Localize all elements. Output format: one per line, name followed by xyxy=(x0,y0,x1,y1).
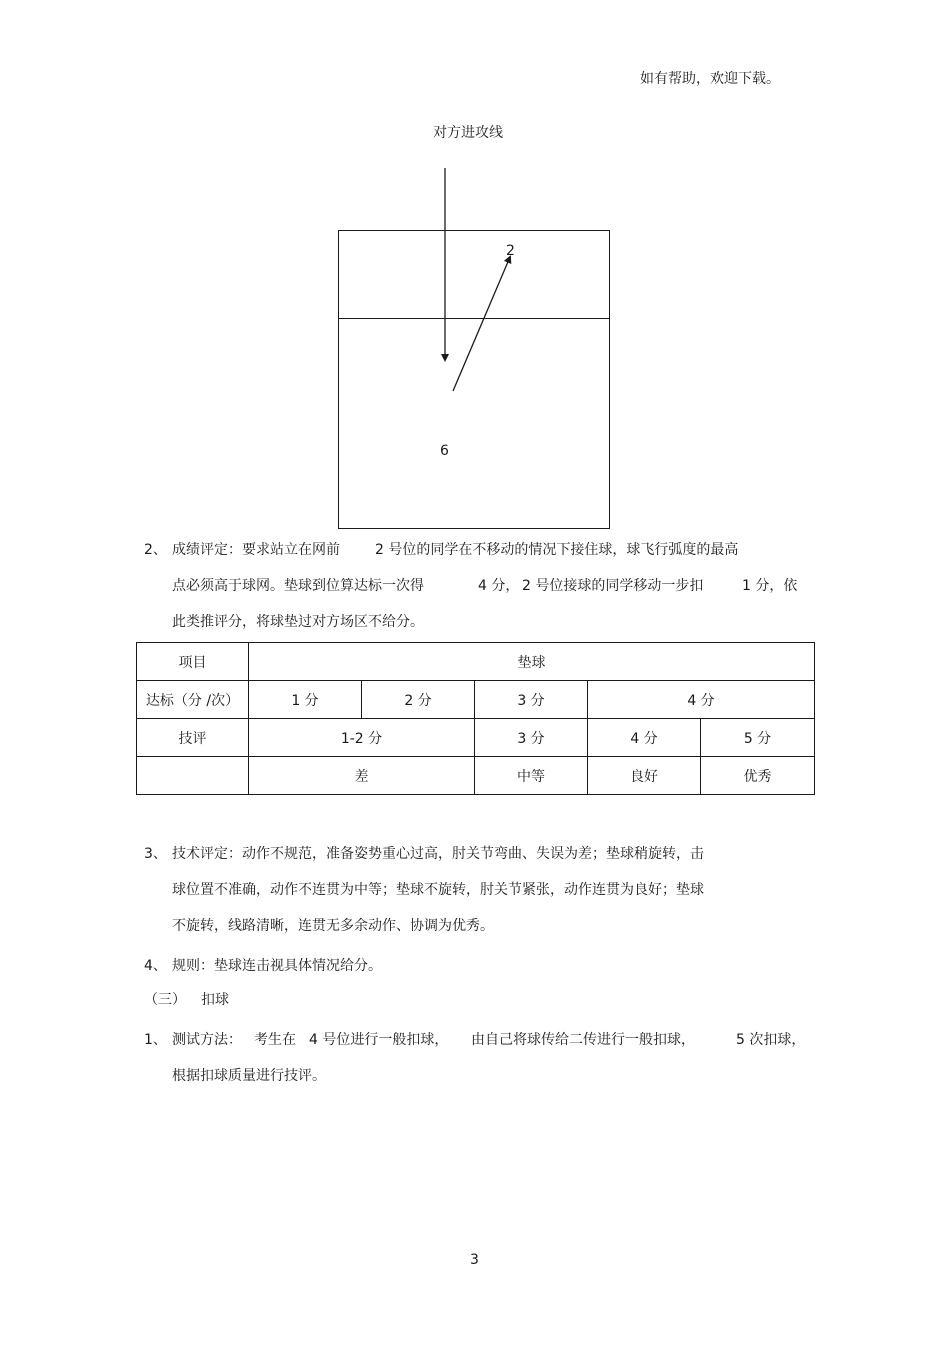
section3-title: 扣球 xyxy=(201,992,229,1008)
item4-text: 规则：垫球连击视具体情况给分。 xyxy=(172,958,382,974)
table-cell: 优秀 xyxy=(701,757,815,795)
item3-number: 3、 xyxy=(144,846,167,862)
section3-number: （三） xyxy=(144,992,186,1008)
item2-text-2d: 1 分，依 xyxy=(742,578,798,594)
page-number: 3 xyxy=(470,1252,479,1268)
item2-text-2b: 4 分， xyxy=(478,578,520,594)
item2-text-2c: 2 号位接球的同学移动一步扣 xyxy=(522,578,704,594)
item3-text-3: 不旋转，线路清晰，连贯无多余动作、协调为优秀。 xyxy=(172,918,494,934)
table-cell: 达标（分 /次） xyxy=(137,681,249,719)
item2-text-2a: 点必须高于球网。垫球到位算达标一次得 xyxy=(172,578,424,594)
table-row xyxy=(137,681,815,719)
item3-text-1: 技术评定：动作不规范，准备姿势重心过高，肘关节弯曲、失误为差；垫球稍旋转，击 xyxy=(172,846,704,862)
table-cell: 3 分 xyxy=(475,681,588,719)
item1-text-1d: 由自己将球传给二传进行一般扣球， xyxy=(471,1032,695,1048)
table-row xyxy=(137,719,815,757)
item1-text-1a: 测试方法： xyxy=(172,1032,242,1048)
table-cell: 2 分 xyxy=(362,681,475,719)
item1-text-2: 根据扣球质量进行技评。 xyxy=(172,1068,326,1084)
table-cell: 1-2 分 xyxy=(249,719,475,757)
item3-text-2: 球位置不准确，动作不连贯为中等；垫球不旋转，肘关节紧张，动作连贯为良好；垫球 xyxy=(172,882,704,898)
table-row xyxy=(137,757,815,795)
item2-text-1a: 成绩评定：要求站立在网前 xyxy=(172,542,340,558)
score-table xyxy=(136,642,815,795)
table-row xyxy=(137,643,815,681)
item1-text-1b: 考生在 xyxy=(254,1032,296,1048)
diagram-label: 对方进攻线 xyxy=(433,125,503,141)
pass-arrow xyxy=(453,257,510,391)
table-cell: 差 xyxy=(249,757,475,795)
table-cell: 5 分 xyxy=(701,719,815,757)
table-cell: 中等 xyxy=(475,757,588,795)
table-cell: 1 分 xyxy=(249,681,362,719)
table-cell: 4 分 xyxy=(588,719,701,757)
table-cell: 3 分 xyxy=(475,719,588,757)
item2-text-1b: 2 号位的同学在不移动的情况下接住球，球飞行弧度的最高 xyxy=(375,542,739,558)
item1-text-1e: 5 次扣球， xyxy=(736,1032,806,1048)
item4-number: 4、 xyxy=(144,958,167,974)
item2-number: 2、 xyxy=(144,542,167,558)
table-cell: 良好 xyxy=(588,757,701,795)
court-boundary xyxy=(339,231,610,529)
table-cell xyxy=(137,757,249,795)
item2-text-3: 此类推评分，将球垫过对方场区不给分。 xyxy=(172,614,424,630)
table-cell: 技评 xyxy=(137,719,249,757)
item1-text-1c: 4 号位进行一般扣球， xyxy=(309,1032,449,1048)
item1-number: 1、 xyxy=(144,1032,167,1048)
table-cell: 4 分 xyxy=(588,681,815,719)
table-cell: 项目 xyxy=(137,643,249,681)
position-2-label: 2 xyxy=(506,243,515,259)
table-cell: 垫球 xyxy=(249,643,815,681)
header-note: 如有帮助，欢迎下载。 xyxy=(640,71,780,87)
position-6-label: 6 xyxy=(440,443,449,459)
court-diagram xyxy=(0,0,950,540)
